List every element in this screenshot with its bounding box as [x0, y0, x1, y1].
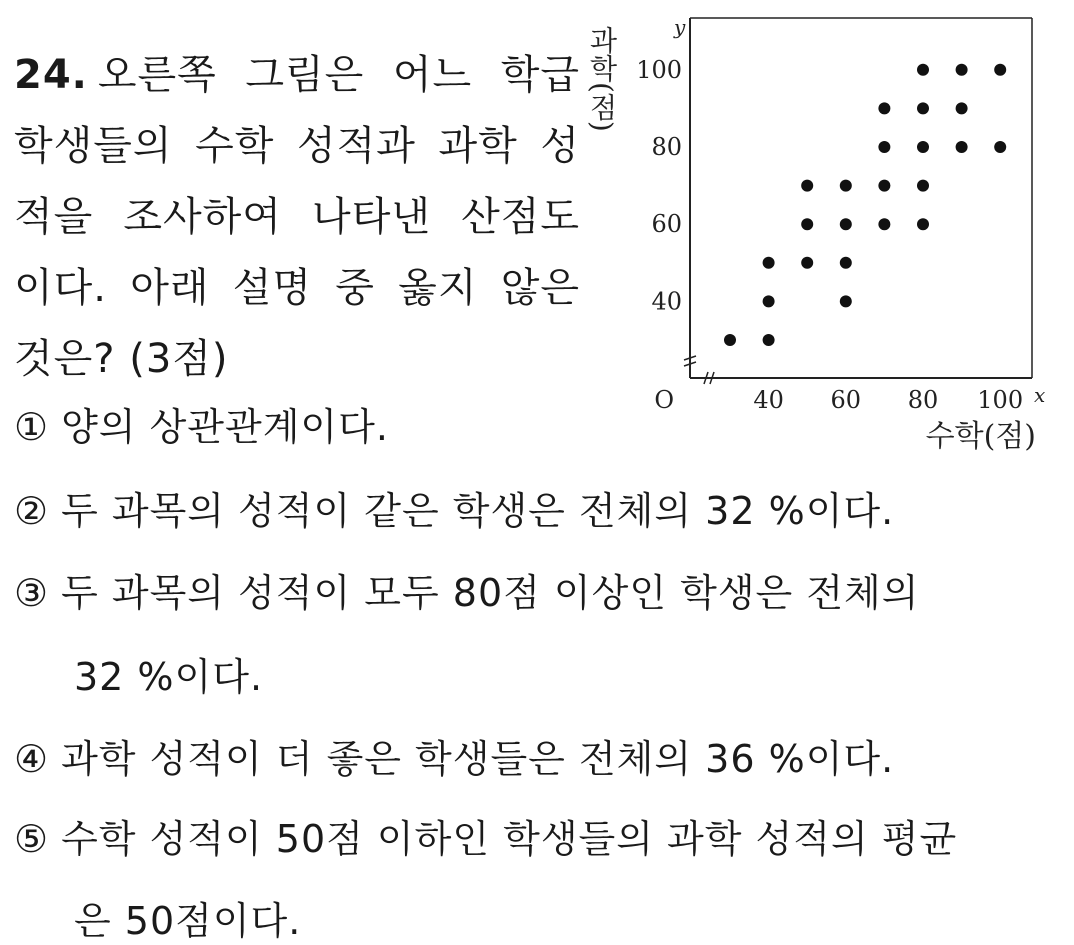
option-3-continuation: 32 %이다. — [74, 655, 264, 699]
x-axis-label: 수학(점) — [925, 419, 1036, 454]
option-1-mark: ① — [14, 405, 50, 449]
data-point — [917, 64, 929, 76]
option-5-continuation: 은 50점이다. — [74, 899, 302, 943]
data-point — [878, 218, 890, 230]
data-point — [917, 180, 929, 192]
data-point — [878, 180, 890, 192]
y-axis-label: 과학(점) — [585, 26, 619, 132]
option-5-mark: ⑤ — [14, 817, 50, 861]
option-5-text: 수학 성적이 50점 이하인 학생들의 과학 성적의 평균 — [61, 817, 958, 861]
y-tick-label: 80 — [651, 133, 682, 161]
data-point — [801, 257, 813, 269]
option-1-text: 양의 상관관계이다. — [61, 405, 389, 449]
stem-line-1: 24. 오른쪽 그림은 어느 학급 — [14, 52, 580, 98]
data-point — [801, 180, 813, 192]
question-number: 24. — [14, 52, 88, 98]
y-tick-label: 100 — [636, 55, 682, 84]
option-1[interactable] — [14, 396, 389, 451]
option-4-mark: ④ — [14, 737, 50, 781]
data-point — [840, 180, 852, 192]
stem-line-2: 학생들의 수학 성적과 과학 성 — [14, 123, 580, 169]
data-point — [763, 334, 775, 346]
origin-label: O — [654, 386, 674, 414]
x-axis-symbol: x — [1034, 383, 1046, 407]
x-tick-label: 60 — [830, 386, 862, 414]
option-5[interactable] — [14, 808, 957, 863]
y-axis-symbol: y — [674, 15, 686, 39]
data-point — [917, 102, 929, 114]
option-3-text: 두 과목의 성적이 모두 80점 이상인 학생은 전체의 — [61, 571, 920, 615]
data-point — [878, 141, 890, 153]
option-4[interactable] — [14, 728, 894, 783]
option-2[interactable] — [14, 480, 894, 535]
data-point — [878, 102, 890, 114]
x-tick-label: 80 — [907, 386, 939, 414]
stem-line-3: 적을 조사하여 나타낸 산점도 — [14, 194, 580, 240]
scatter-plot — [585, 8, 1050, 458]
data-point — [801, 218, 813, 230]
data-point — [840, 295, 852, 307]
option-2-mark: ② — [14, 489, 50, 533]
option-3-mark: ③ — [14, 571, 50, 615]
question-stem — [14, 40, 580, 395]
data-point — [994, 141, 1006, 153]
data-point — [956, 102, 968, 114]
data-point — [840, 257, 852, 269]
data-point — [917, 218, 929, 230]
x-tick-label: 40 — [753, 386, 784, 414]
stem-line-5: 것은? (3점) — [14, 336, 229, 382]
data-point — [724, 334, 736, 346]
data-point — [956, 64, 968, 76]
option-4-text: 과학 성적이 더 좋은 학생들은 전체의 36 %이다. — [61, 737, 895, 781]
stem-line-4: 이다. 아래 설명 중 옳지 않은 — [14, 265, 580, 311]
data-point — [917, 141, 929, 153]
data-point — [994, 64, 1006, 76]
option-2-text: 두 과목의 성적이 같은 학생은 전체의 32 %이다. — [61, 489, 895, 533]
y-tick-label: 60 — [651, 210, 682, 239]
y-tick-label: 40 — [651, 287, 682, 316]
data-point — [956, 141, 968, 153]
data-point — [763, 257, 775, 269]
data-point — [840, 218, 852, 230]
data-point — [763, 295, 775, 307]
option-3[interactable] — [14, 562, 919, 617]
x-tick-label: 100 — [977, 386, 1024, 414]
